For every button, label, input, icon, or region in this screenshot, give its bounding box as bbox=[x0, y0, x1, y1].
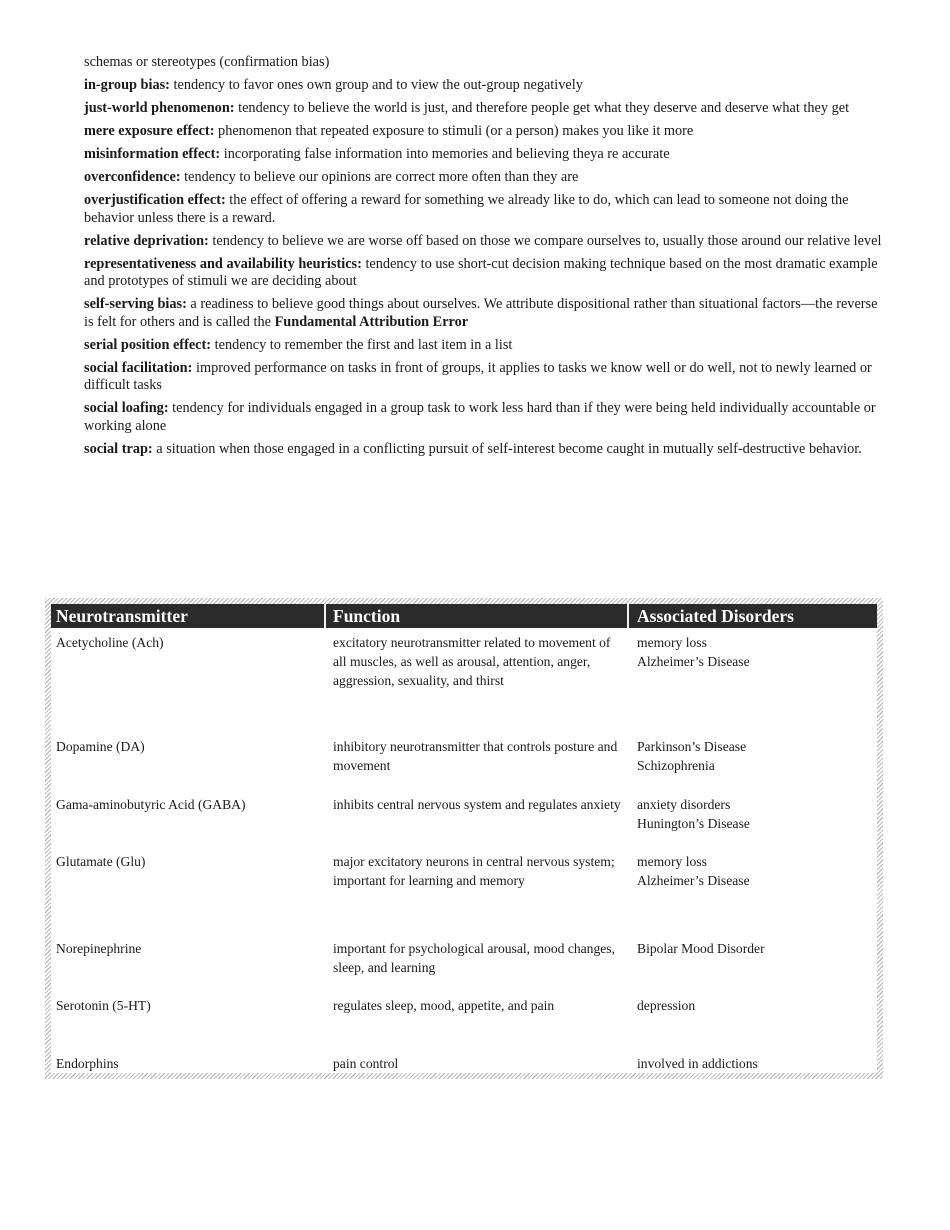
glossary-entry-7 bbox=[84, 233, 890, 251]
glossary-definition: phenomenon that repeated exposure to stimuli (or a person) makes you like it more bbox=[214, 123, 694, 139]
glossary-entry-6 bbox=[84, 192, 890, 227]
disorders-cell bbox=[637, 634, 873, 672]
glossary-term: overconfidence: bbox=[84, 169, 181, 185]
function-text: important for psychological arousal, mood changes, sleep, and learning bbox=[333, 941, 615, 975]
glossary-definition: tendency to use short-cut decision making technique based on the most dramatic example and prototypes of stimuli we are deciding about bbox=[84, 255, 878, 289]
disorder: involved in addictions bbox=[637, 1056, 758, 1071]
disorders-cell bbox=[637, 796, 873, 834]
glossary-definition: tendency for individuals engaged in a group task to work less hard than if they were being held individually accountable or working alone bbox=[84, 400, 876, 434]
glossary-term: social trap: bbox=[84, 440, 153, 457]
glossary-entry-13 bbox=[84, 441, 890, 459]
glossary-entry-4 bbox=[84, 146, 890, 164]
glossary-entry-9 bbox=[84, 296, 890, 331]
disorder: Parkinson’s Disease bbox=[637, 739, 747, 754]
glossary-term: representativeness and availability heuristics: bbox=[84, 255, 362, 272]
function-text: pain control bbox=[333, 1056, 399, 1071]
disorder: Alzheimer’s Disease bbox=[637, 872, 750, 888]
function-text: regulates sleep, mood, appetite, and pain bbox=[333, 998, 555, 1013]
glossary-term: social facilitation: bbox=[84, 359, 193, 376]
disorder: Schizophrenia bbox=[637, 757, 715, 773]
disorder: Alzheimer’s Disease bbox=[637, 653, 750, 669]
glossary-entry-1 bbox=[84, 77, 890, 95]
glossary-definition: tendency to believe the world is just, and therefore people get what they deserve and deserve what they get bbox=[234, 100, 850, 116]
header-function: Function bbox=[333, 606, 401, 626]
disorders-cell bbox=[637, 940, 873, 959]
neurotransmitter-name: Dopamine (DA) bbox=[56, 739, 145, 754]
glossary-entry-0: schemas or stereotypes (confirmation bias) bbox=[84, 54, 330, 70]
glossary-entry-5 bbox=[84, 169, 890, 187]
header-divider bbox=[324, 604, 326, 628]
disorder: depression bbox=[637, 998, 696, 1013]
glossary-definition: tendency to favor ones own group and to view the out-group negatively bbox=[169, 77, 583, 93]
glossary-entry-12 bbox=[84, 400, 890, 435]
disorder: memory loss bbox=[637, 854, 707, 869]
glossary-definition: improved performance on tasks in front of groups, it applies to tasks we know well or do well, not to newly learned or difficult tasks bbox=[84, 359, 872, 393]
neurotransmitter-name: Endorphins bbox=[56, 1056, 119, 1071]
disorder: Bipolar Mood Disorder bbox=[637, 941, 765, 956]
disorders-cell bbox=[637, 997, 873, 1016]
glossary-term: self-serving bias: bbox=[84, 296, 187, 312]
neurotransmitter-name: Gama-aminobutyric Acid (GABA) bbox=[56, 797, 246, 812]
disorders-cell bbox=[637, 738, 873, 776]
function-text: major excitatory neurons in central nervous system; important for learning and memory bbox=[333, 854, 615, 888]
neurotransmitter-name: Acetycholine (Ach) bbox=[56, 635, 164, 650]
glossary-term: relative deprivation: bbox=[84, 232, 209, 249]
glossary-term: social loafing: bbox=[84, 400, 169, 416]
glossary-entry-10 bbox=[84, 337, 890, 355]
disorder: memory loss bbox=[637, 635, 707, 650]
disorders-cell bbox=[637, 1055, 873, 1073]
neurotransmitter-name: Serotonin (5-HT) bbox=[56, 998, 151, 1013]
function-text: inhibitory neurotransmitter that controls posture and movement bbox=[333, 739, 618, 773]
glossary bbox=[84, 54, 890, 464]
neurotransmitter-name: Norepinephrine bbox=[56, 941, 142, 956]
glossary-term: overjustification effect: bbox=[84, 192, 226, 208]
glossary-definition: incorporating false information into memories and believing theya re accurate bbox=[220, 146, 670, 162]
glossary-term: mere exposure effect: bbox=[84, 123, 215, 139]
glossary-entry-8 bbox=[84, 256, 890, 291]
glossary-entry-3 bbox=[84, 123, 890, 141]
neurotransmitter-table bbox=[51, 604, 877, 1073]
glossary-entry-11 bbox=[84, 360, 890, 395]
neurotransmitter-name: Glutamate (Glu) bbox=[56, 854, 146, 869]
disorder: Hunington’s Disease bbox=[637, 815, 750, 831]
table-header bbox=[51, 604, 877, 628]
function-text: excitatory neurotransmitter related to movement of all muscles, as well as arousal, attention, anger, aggression, sexuality, and thirst bbox=[333, 635, 611, 688]
glossary-term: serial position effect: bbox=[84, 336, 212, 353]
disorder: anxiety disorders bbox=[637, 797, 731, 812]
glossary-definition: a situation when those engaged in a conflicting pursuit of self-interest become caught in mutually self-destructive behavior. bbox=[152, 440, 862, 457]
glossary-definition: the effect of offering a reward for something we already like to do, which can lead to someone not doing the behavior unless there is a reward. bbox=[84, 192, 849, 226]
disorders-cell bbox=[637, 853, 873, 891]
header-divider bbox=[627, 604, 629, 628]
glossary-term: misinformation effect: bbox=[84, 146, 221, 162]
glossary-definition: tendency to remember the first and last item in a list bbox=[211, 336, 513, 353]
glossary-emphasis: Fundamental Attribution Error bbox=[274, 313, 469, 330]
header-neurotransmitter: Neurotransmitter bbox=[56, 606, 188, 626]
glossary-entry-2 bbox=[84, 100, 890, 118]
header-disorders: Associated Disorders bbox=[637, 606, 794, 626]
glossary-term: just-world phenomenon: bbox=[84, 100, 235, 116]
glossary-definition: tendency to believe our opinions are correct more often than they are bbox=[180, 169, 579, 185]
glossary-definition: a readiness to believe good things about ourselves. We attribute dispositional rather than situational factors—the reverse is felt for others and is called the bbox=[84, 296, 878, 330]
function-text: inhibits central nervous system and regulates anxiety bbox=[333, 797, 621, 812]
glossary-definition: tendency to believe we are worse off based on those we compare ourselves to, usually those around our relative level bbox=[208, 232, 882, 249]
glossary-term: in-group bias: bbox=[84, 77, 170, 93]
